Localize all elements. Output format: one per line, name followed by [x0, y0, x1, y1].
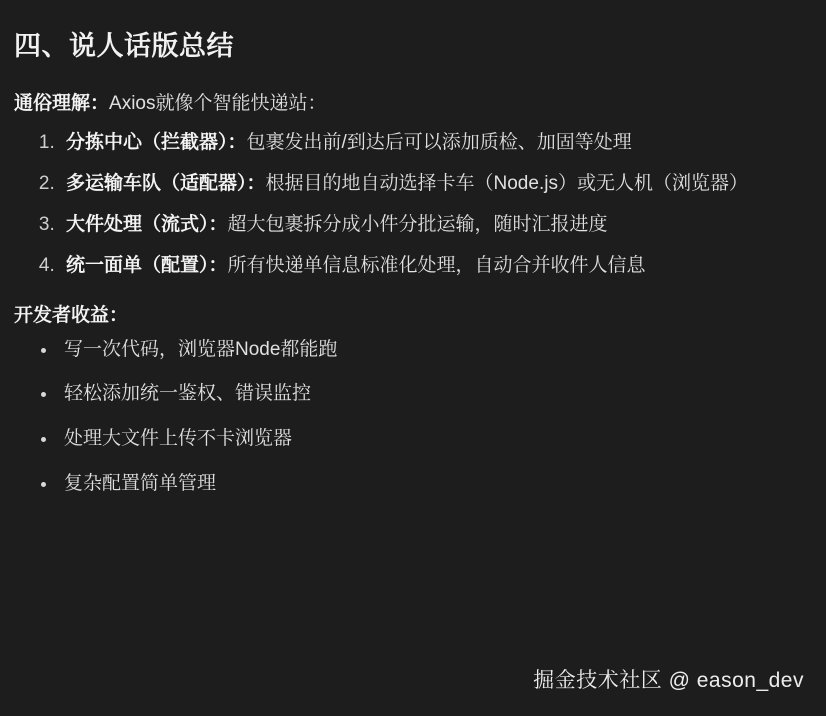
list-item-term: 分拣中心（拦截器）：: [66, 132, 247, 154]
benefits-heading: 开发者收益：: [14, 304, 129, 326]
list-item-desc: 超大包裹拆分成小件分批运输，随时汇报进度: [227, 213, 608, 235]
list-item-desc: 包裹发出前/到达后可以添加质检、加固等处理: [246, 132, 632, 154]
list-item-term: 多运输车队（适配器）：: [66, 173, 266, 195]
watermark: 掘金技术社区 @ eason_dev: [533, 669, 804, 692]
list-item: • 复杂配置简单管理: [58, 469, 800, 500]
intro-lead: 通俗理解：: [14, 93, 110, 114]
list-item: [60, 210, 800, 241]
list-item: [60, 251, 800, 282]
summary-list: [14, 128, 800, 281]
intro-text: Axios就像个智能快递站：: [109, 93, 327, 114]
benefits-list: [14, 335, 800, 500]
list-item-desc: 根据目的地自动选择卡车（Node.js）或无人机（浏览器）: [265, 173, 748, 195]
list-item-desc: 所有快递单信息标准化处理，自动合并收件人信息: [227, 254, 646, 276]
intro-paragraph: [14, 89, 800, 118]
list-item-term: 大件处理（流式）：: [66, 213, 228, 235]
list-item: [60, 169, 800, 200]
list-item-term: 统一面单（配置）：: [66, 254, 228, 276]
list-item: • 轻松添加统一鉴权、错误监控: [58, 379, 800, 410]
list-item: • 写一次代码，浏览器Node都能跑: [58, 335, 800, 366]
list-item: [60, 128, 800, 159]
list-item: • 处理大文件上传不卡浏览器: [58, 424, 800, 455]
page-title: 四、说人话版总结: [14, 31, 234, 61]
